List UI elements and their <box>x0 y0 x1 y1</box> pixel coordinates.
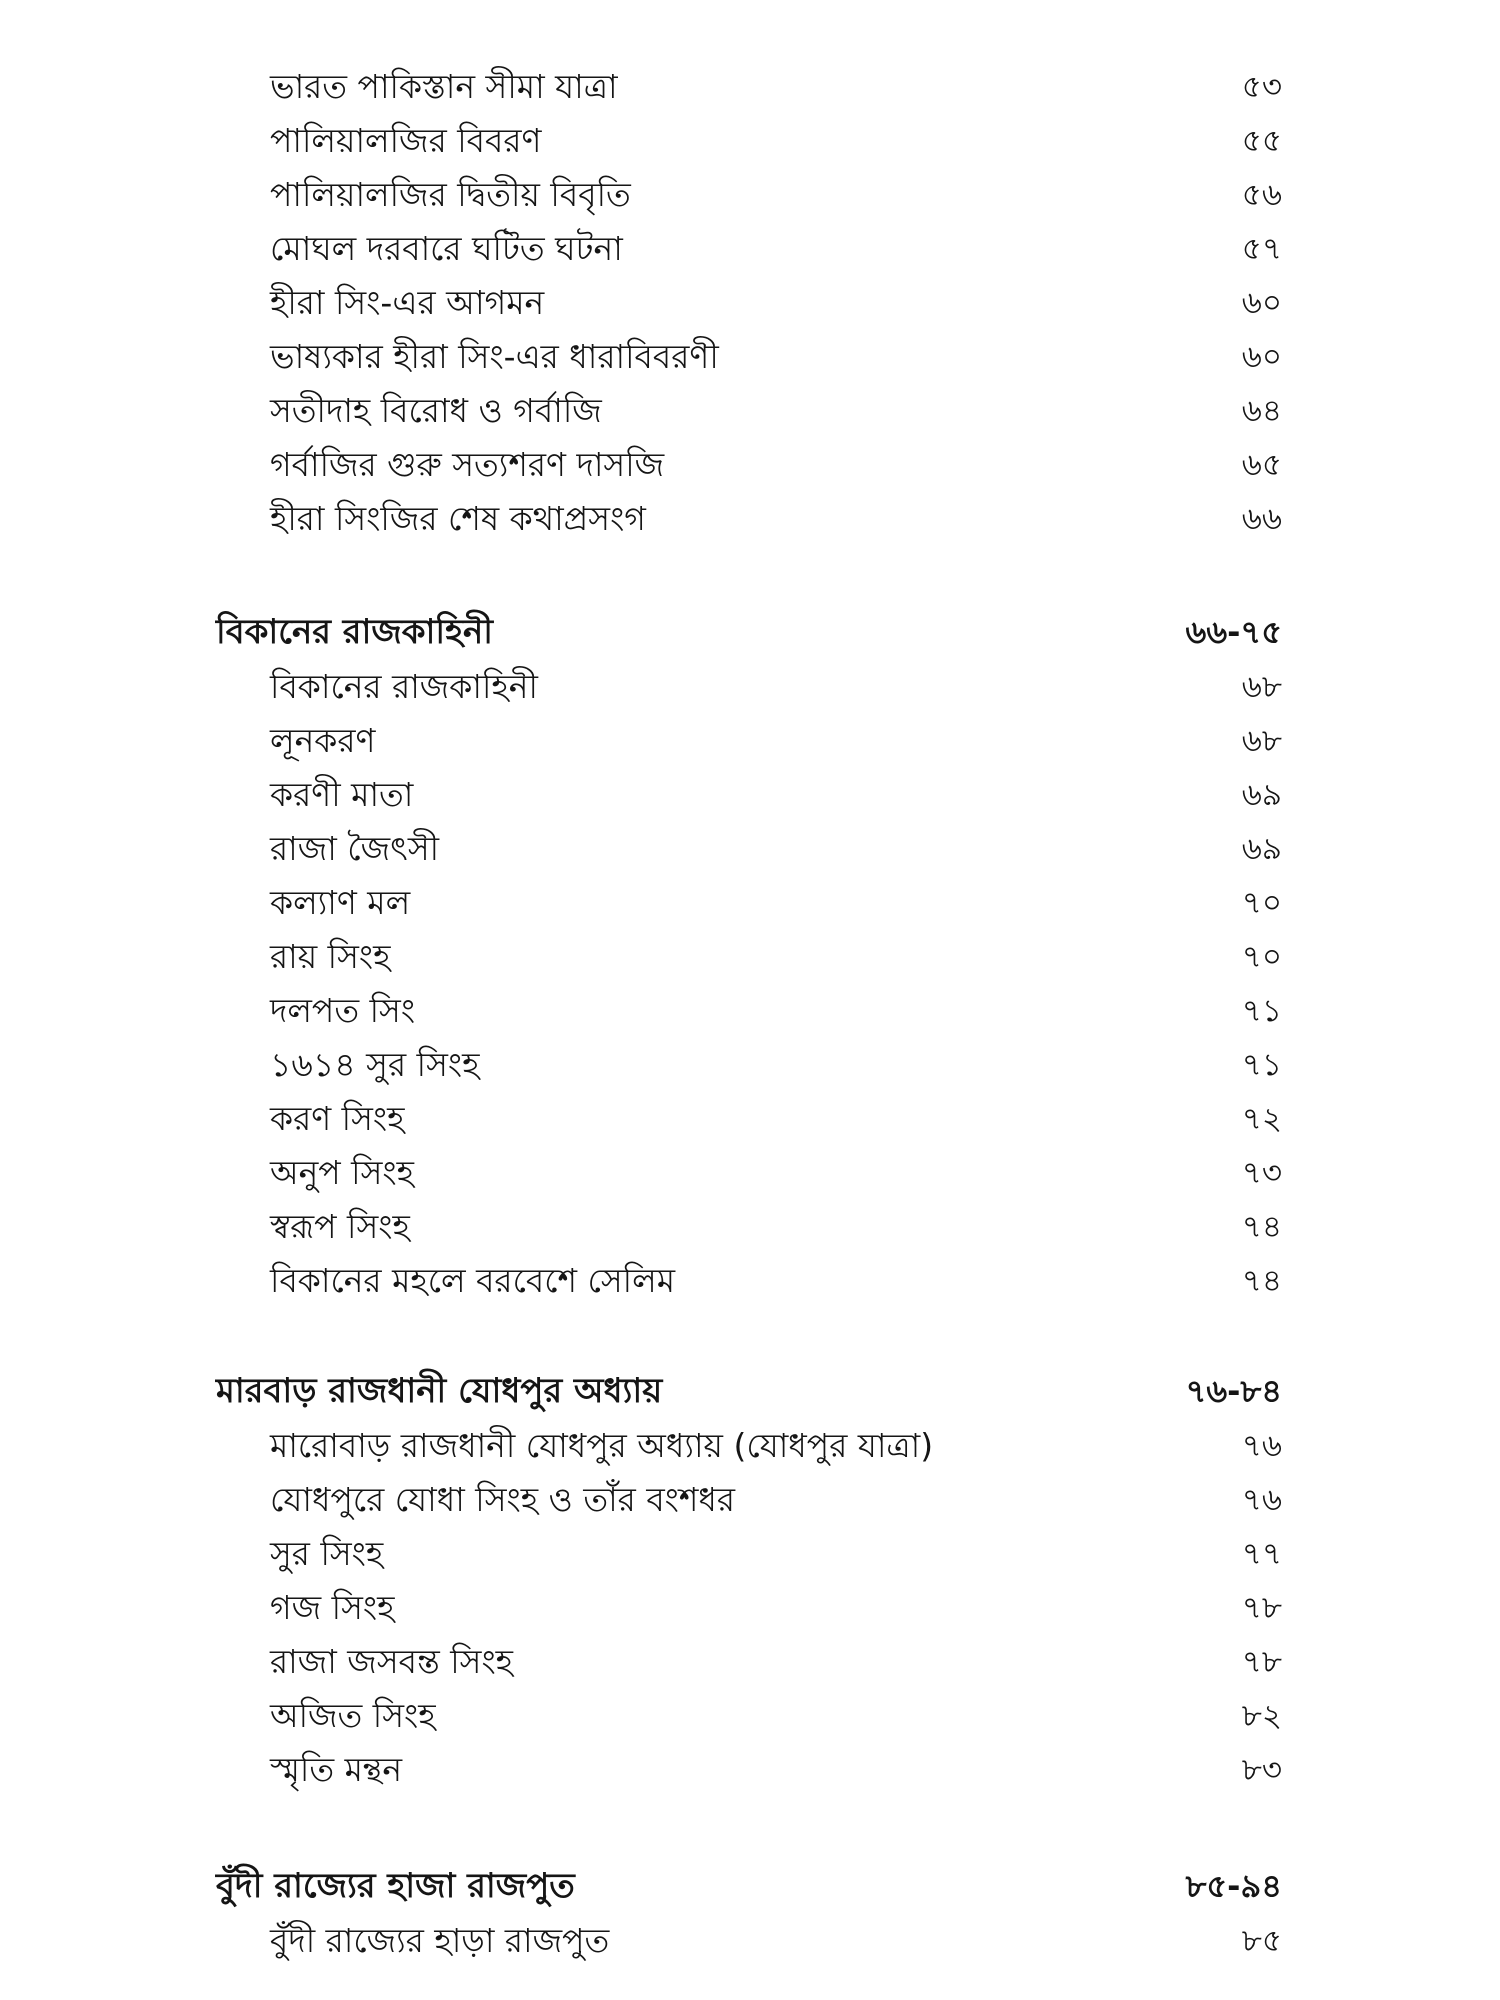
toc-entry-page: ৬৯ <box>1241 831 1282 867</box>
toc-entry[interactable] <box>0 438 1500 492</box>
toc-entry-title: কল্যাণ মল <box>270 883 411 922</box>
toc-entry[interactable] <box>0 1419 1500 1473</box>
toc-entry[interactable] <box>0 114 1500 168</box>
toc-entry-title: মোঘল দরবারে ঘটিত ঘটনা <box>270 229 623 268</box>
toc-entry-page: ৭৭ <box>1241 1536 1282 1572</box>
toc-entry-title: বিকানের রাজকাহিনী <box>270 667 538 706</box>
toc-continued-section <box>0 60 1500 546</box>
toc-entry-title: রাজা জসবন্ত সিংহ <box>270 1642 514 1681</box>
toc-entry[interactable] <box>0 330 1500 384</box>
toc-entry-page: ৭৮ <box>1241 1590 1282 1626</box>
toc-entry-page: ৭২ <box>1241 1101 1282 1137</box>
toc-entry-title: মারোবাড় রাজধানী যোধপুর অধ্যায় (যোধপুর যাত্রা) <box>270 1426 934 1465</box>
toc-entry[interactable] <box>0 1092 1500 1146</box>
toc-entry[interactable] <box>0 768 1500 822</box>
toc-section-title: বিকানের রাজকাহিনী <box>216 612 494 652</box>
toc-entry[interactable] <box>0 822 1500 876</box>
toc-entry[interactable] <box>0 660 1500 714</box>
toc-entry-page: ৬৯ <box>1241 777 1282 813</box>
toc-entry[interactable] <box>0 492 1500 546</box>
toc-entry[interactable] <box>0 1038 1500 1092</box>
toc-entry-page: ৮৩ <box>1241 1752 1282 1788</box>
toc-entry-title: ১৬১৪ সুর সিংহ <box>270 1045 480 1084</box>
toc-entry-page: ৭১ <box>1241 993 1282 1029</box>
toc-section-title: মারবাড় রাজধানী যোধপুর অধ্যায় <box>216 1371 663 1411</box>
toc-entry-title: অজিত সিংহ <box>270 1696 436 1735</box>
toc-entry-page: ৫৭ <box>1241 231 1282 267</box>
toc-entry-page: ৬৮ <box>1241 669 1282 705</box>
toc-entry-page: ৬৪ <box>1241 393 1282 429</box>
toc-entry[interactable] <box>0 714 1500 768</box>
toc-entry-title: বুঁদী রাজ্যের হাড়া রাজপুত <box>270 1921 610 1960</box>
toc-entry-title: দলপত সিং <box>270 991 416 1030</box>
toc-section-heading[interactable] <box>0 604 1500 660</box>
toc-section-pages: ৮৫-৯৪ <box>1185 1867 1282 1905</box>
toc-entry-page: ৭১ <box>1241 1047 1282 1083</box>
toc-entry-title: হীরা সিং-এর আগমন <box>270 283 545 322</box>
toc-entry-title: করণ সিংহ <box>270 1099 405 1138</box>
toc-section-heading[interactable] <box>0 1858 1500 1914</box>
toc-entry[interactable] <box>0 222 1500 276</box>
toc-section-title: বুঁদী রাজ্যের হাজা রাজপুত <box>216 1866 575 1906</box>
toc-section-marwar <box>0 1363 1500 1797</box>
toc-entry[interactable] <box>0 1254 1500 1308</box>
toc-entry[interactable] <box>0 930 1500 984</box>
toc-entry-title: ভাষ্যকার হীরা সিং-এর ধারাবিবরণী <box>270 337 719 376</box>
toc-entry-page: ৫৫ <box>1241 123 1282 159</box>
toc-entry[interactable] <box>0 384 1500 438</box>
toc-entry-title: রায় সিংহ <box>270 937 391 976</box>
toc-entry-page: ৬৮ <box>1241 723 1282 759</box>
toc-entry-title: অনুপ সিংহ <box>270 1153 414 1192</box>
toc-entry-page: ৬০ <box>1241 339 1282 375</box>
toc-section-heading[interactable] <box>0 1363 1500 1419</box>
toc-entry-title: লূনকরণ <box>270 721 376 760</box>
toc-entry[interactable] <box>0 1689 1500 1743</box>
toc-entry-page: ৬০ <box>1241 285 1282 321</box>
toc-entry-title: করণী মাতা <box>270 775 414 814</box>
toc-entry-title: বিকানের মহলে বরবেশে সেলিম <box>270 1261 676 1300</box>
toc-entry[interactable] <box>0 1473 1500 1527</box>
toc-section-pages: ৭৬-৮৪ <box>1185 1372 1282 1410</box>
toc-entry-title: যোধপুরে যোধা সিংহ ও তাঁর বংশধর <box>270 1480 736 1519</box>
toc-entry-title: সতীদাহ বিরোধ ও গর্বাজি <box>270 391 602 430</box>
toc-entry-page: ৫৩ <box>1241 69 1282 105</box>
toc-entry[interactable] <box>0 1743 1500 1797</box>
toc-entry-page: ৬৫ <box>1241 447 1282 483</box>
toc-entry-page: ৬৬ <box>1241 501 1282 537</box>
toc-entry-title: পালিয়ালজির বিবরণ <box>270 121 542 160</box>
toc-entry-page: ৭৪ <box>1241 1263 1282 1299</box>
toc-entry-page: ৮৫ <box>1241 1923 1282 1959</box>
toc-entry-title: হীরা সিংজির শেষ কথাপ্রসংগ <box>270 499 646 538</box>
toc-entry[interactable] <box>0 1146 1500 1200</box>
toc-entry-page: ৭০ <box>1241 939 1282 975</box>
toc-entry-page: ৭৬ <box>1241 1482 1282 1518</box>
toc-entry-title: গজ সিংহ <box>270 1588 395 1627</box>
toc-entry-page: ৭০ <box>1241 885 1282 921</box>
toc-entry-title: সুর সিংহ <box>270 1534 384 1573</box>
toc-entry[interactable] <box>0 1527 1500 1581</box>
toc-entry[interactable] <box>0 276 1500 330</box>
toc-entry[interactable] <box>0 1914 1500 1968</box>
toc-entry-page: ৭৩ <box>1241 1155 1282 1191</box>
toc-entry-title: ভারত পাকিস্তান সীমা যাত্রা <box>270 67 618 106</box>
toc-entry-title: স্বরূপ সিংহ <box>270 1207 410 1246</box>
toc-entry[interactable] <box>0 1581 1500 1635</box>
toc-entry-page: ৭৪ <box>1241 1209 1282 1245</box>
toc-entry[interactable] <box>0 1635 1500 1689</box>
toc-entry[interactable] <box>0 60 1500 114</box>
toc-entry-title: পালিয়ালজির দ্বিতীয় বিবৃতি <box>270 175 631 214</box>
toc-section-pages: ৬৬-৭৫ <box>1185 613 1282 651</box>
toc-entry[interactable] <box>0 1200 1500 1254</box>
toc-entry-page: ৭৬ <box>1241 1428 1282 1464</box>
toc-entry[interactable] <box>0 984 1500 1038</box>
toc-entry-page: ৭৮ <box>1241 1644 1282 1680</box>
toc-entry-title: গর্বাজির গুরু সত্যশরণ দাসজি <box>270 445 665 484</box>
toc-entry[interactable] <box>0 876 1500 930</box>
toc-section-bikaner <box>0 604 1500 1308</box>
toc-entry[interactable] <box>0 168 1500 222</box>
toc-entry-page: ৫৬ <box>1241 177 1282 213</box>
toc-entry-page: ৮২ <box>1241 1698 1282 1734</box>
toc-entry-title: স্মৃতি মন্থন <box>270 1750 403 1789</box>
toc-entry-title: রাজা জৈৎসী <box>270 829 440 868</box>
toc-section-bundi <box>0 1858 1500 1968</box>
